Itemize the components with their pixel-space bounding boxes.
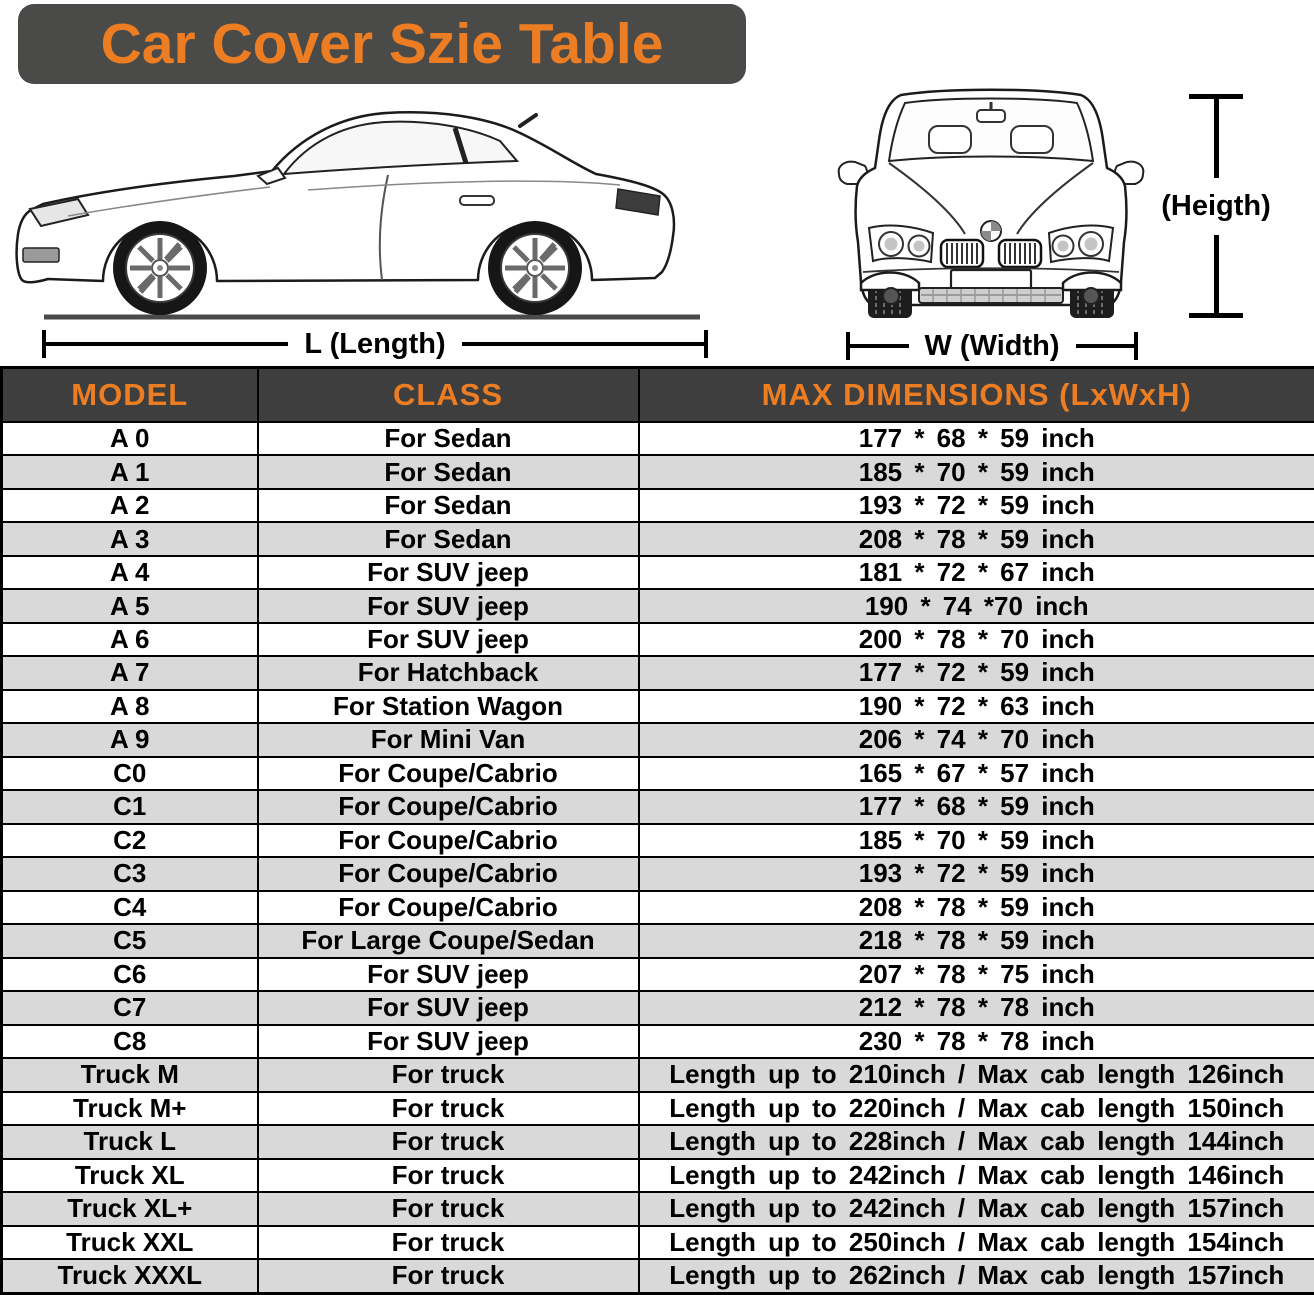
table-cell: A 6 <box>2 623 258 656</box>
left-headlight <box>869 226 933 262</box>
table-header-row <box>2 368 1314 423</box>
brand-roundel <box>981 221 1001 241</box>
title-bar <box>18 4 746 84</box>
table-row <box>2 589 1314 622</box>
table-row <box>2 1058 1314 1091</box>
table-cell: 177 * 68 * 59 inch <box>639 790 1314 823</box>
table-row <box>2 924 1314 957</box>
table-cell: A 0 <box>2 422 258 455</box>
rear-wheel <box>488 221 582 315</box>
table-row <box>2 422 1314 455</box>
table-cell: For SUV jeep <box>258 958 639 991</box>
table-cell: 206 * 74 * 70 inch <box>639 723 1314 756</box>
table-cell: C3 <box>2 857 258 890</box>
table-cell: For Hatchback <box>258 656 639 689</box>
table-cell: For Sedan <box>258 522 639 555</box>
table-cell: Truck XXL <box>2 1226 258 1259</box>
table-cell: A 1 <box>2 455 258 488</box>
dimension-line <box>46 342 288 346</box>
table-cell: 207 * 78 * 75 inch <box>639 958 1314 991</box>
right-headlight <box>1049 226 1113 262</box>
table-cell: For truck <box>258 1192 639 1225</box>
table-cell: For Coupe/Cabrio <box>258 824 639 857</box>
table-row <box>2 623 1314 656</box>
table-cell: 190 * 72 * 63 inch <box>639 690 1314 723</box>
table-cell: For SUV jeep <box>258 623 639 656</box>
table-row <box>2 1025 1314 1058</box>
table-cell: 218 * 78 * 59 inch <box>639 924 1314 957</box>
table-cell: A 8 <box>2 690 258 723</box>
table-cell: A 2 <box>2 489 258 522</box>
table-cell: C7 <box>2 991 258 1024</box>
dimension-tick <box>704 330 708 358</box>
table-cell: 208 * 78 * 59 inch <box>639 522 1314 555</box>
table-cell: 208 * 78 * 59 inch <box>639 891 1314 924</box>
table-cell: C6 <box>2 958 258 991</box>
table-cell: For SUV jeep <box>258 1025 639 1058</box>
dimension-tick <box>1134 332 1138 360</box>
front-wheel <box>113 221 207 315</box>
table-row <box>2 857 1314 890</box>
table-cell: C8 <box>2 1025 258 1058</box>
size-table-body <box>2 422 1314 1294</box>
table-cell: 185 * 70 * 59 inch <box>639 824 1314 857</box>
table-row <box>2 556 1314 589</box>
table-row <box>2 1259 1314 1293</box>
table-cell: 165 * 67 * 57 inch <box>639 757 1314 790</box>
size-table <box>0 366 1314 1295</box>
table-cell: For Sedan <box>258 489 639 522</box>
table-cell: For truck <box>258 1259 639 1293</box>
table-cell: For Coupe/Cabrio <box>258 790 639 823</box>
table-row <box>2 1192 1314 1225</box>
table-cell: For Coupe/Cabrio <box>258 857 639 890</box>
table-row <box>2 1125 1314 1158</box>
dimension-tick <box>1189 313 1243 318</box>
table-cell: For Station Wagon <box>258 690 639 723</box>
table-cell: For Sedan <box>258 422 639 455</box>
table-cell: C4 <box>2 891 258 924</box>
dimension-line <box>850 344 909 348</box>
table-cell: Length up to 228inch / Max cab length 144inch <box>639 1125 1314 1158</box>
table-cell: 177 * 72 * 59 inch <box>639 656 1314 689</box>
table-row <box>2 824 1314 857</box>
table-row <box>2 958 1314 991</box>
table-row <box>2 1092 1314 1125</box>
table-cell: C1 <box>2 790 258 823</box>
table-cell: Length up to 242inch / Max cab length 146inch <box>639 1159 1314 1192</box>
table-cell: A 9 <box>2 723 258 756</box>
dimension-line <box>1076 344 1135 348</box>
table-cell: C0 <box>2 757 258 790</box>
table-cell: Length up to 242inch / Max cab length 157inch <box>639 1192 1314 1225</box>
table-cell: Length up to 262inch / Max cab length 157inch <box>639 1259 1314 1293</box>
table-row <box>2 991 1314 1024</box>
dimension-line <box>462 342 704 346</box>
table-cell: For Large Coupe/Sedan <box>258 924 639 957</box>
table-cell: Truck M+ <box>2 1092 258 1125</box>
table-cell: For Coupe/Cabrio <box>258 757 639 790</box>
table-cell: Length up to 220inch / Max cab length 150inch <box>639 1092 1314 1125</box>
width-label: W (Width) <box>924 329 1060 362</box>
table-cell: For SUV jeep <box>258 556 639 589</box>
car-front-view-illustration <box>835 82 1147 322</box>
table-cell: Truck XXXL <box>2 1259 258 1293</box>
table-row <box>2 723 1314 756</box>
air-dam <box>919 288 1063 303</box>
table-cell: 185 * 70 * 59 inch <box>639 455 1314 488</box>
rearview-mirror <box>977 110 1005 122</box>
table-row <box>2 757 1314 790</box>
right-headrest <box>1011 126 1053 153</box>
table-row <box>2 1226 1314 1259</box>
column-header-model: MODEL <box>2 368 258 423</box>
table-row <box>2 455 1314 488</box>
table-cell: Length up to 210inch / Max cab length 126inch <box>639 1058 1314 1091</box>
table-cell: C5 <box>2 924 258 957</box>
right-fog-light <box>1083 288 1099 304</box>
table-cell: 193 * 72 * 59 inch <box>639 489 1314 522</box>
table-cell: For truck <box>258 1226 639 1259</box>
table-cell: For Sedan <box>258 455 639 488</box>
length-dimension <box>42 326 708 362</box>
page-title: Car Cover Szie Table <box>100 12 664 76</box>
table-row <box>2 489 1314 522</box>
table-cell: For Coupe/Cabrio <box>258 891 639 924</box>
dimension-line <box>1214 235 1219 314</box>
table-row <box>2 1159 1314 1192</box>
table-cell: For Mini Van <box>258 723 639 756</box>
table-cell: Length up to 250inch / Max cab length 154inch <box>639 1226 1314 1259</box>
table-cell: For truck <box>258 1159 639 1192</box>
table-cell: For truck <box>258 1125 639 1158</box>
table-cell: Truck XL+ <box>2 1192 258 1225</box>
table-cell: 200 * 78 * 70 inch <box>639 623 1314 656</box>
table-cell: C2 <box>2 824 258 857</box>
table-cell: For truck <box>258 1058 639 1091</box>
car-side-view-illustration <box>8 86 713 324</box>
door-handle <box>460 196 494 205</box>
column-header-dimensions: MAX DIMENSIONS (LxWxH) <box>639 368 1314 423</box>
height-label: (Heigth) <box>1161 189 1271 222</box>
height-dimension <box>1146 94 1286 318</box>
table-cell: Truck M <box>2 1058 258 1091</box>
table-cell: Truck L <box>2 1125 258 1158</box>
table-cell: 181 * 72 * 67 inch <box>639 556 1314 589</box>
width-dimension <box>846 328 1138 364</box>
column-header-class: CLASS <box>258 368 639 423</box>
table-row <box>2 656 1314 689</box>
table-cell: A 3 <box>2 522 258 555</box>
front-intake <box>23 248 59 262</box>
table-cell: For truck <box>258 1092 639 1125</box>
table-cell: 193 * 72 * 59 inch <box>639 857 1314 890</box>
dimension-line <box>1214 99 1219 178</box>
table-cell: For SUV jeep <box>258 991 639 1024</box>
table-row <box>2 891 1314 924</box>
table-cell: A 5 <box>2 589 258 622</box>
table-cell: 212 * 78 * 78 inch <box>639 991 1314 1024</box>
table-row <box>2 690 1314 723</box>
left-fog-light <box>883 288 899 304</box>
table-row <box>2 522 1314 555</box>
table-cell: For SUV jeep <box>258 589 639 622</box>
table-cell: A 7 <box>2 656 258 689</box>
table-cell: Truck XL <box>2 1159 258 1192</box>
length-label: L (Length) <box>304 327 446 360</box>
table-row <box>2 790 1314 823</box>
table-cell: 190 * 74 *70 inch <box>639 589 1314 622</box>
roof-antenna <box>520 115 536 126</box>
left-headrest <box>929 126 971 153</box>
table-cell: 177 * 68 * 59 inch <box>639 422 1314 455</box>
table-cell: A 4 <box>2 556 258 589</box>
table-cell: 230 * 78 * 78 inch <box>639 1025 1314 1058</box>
